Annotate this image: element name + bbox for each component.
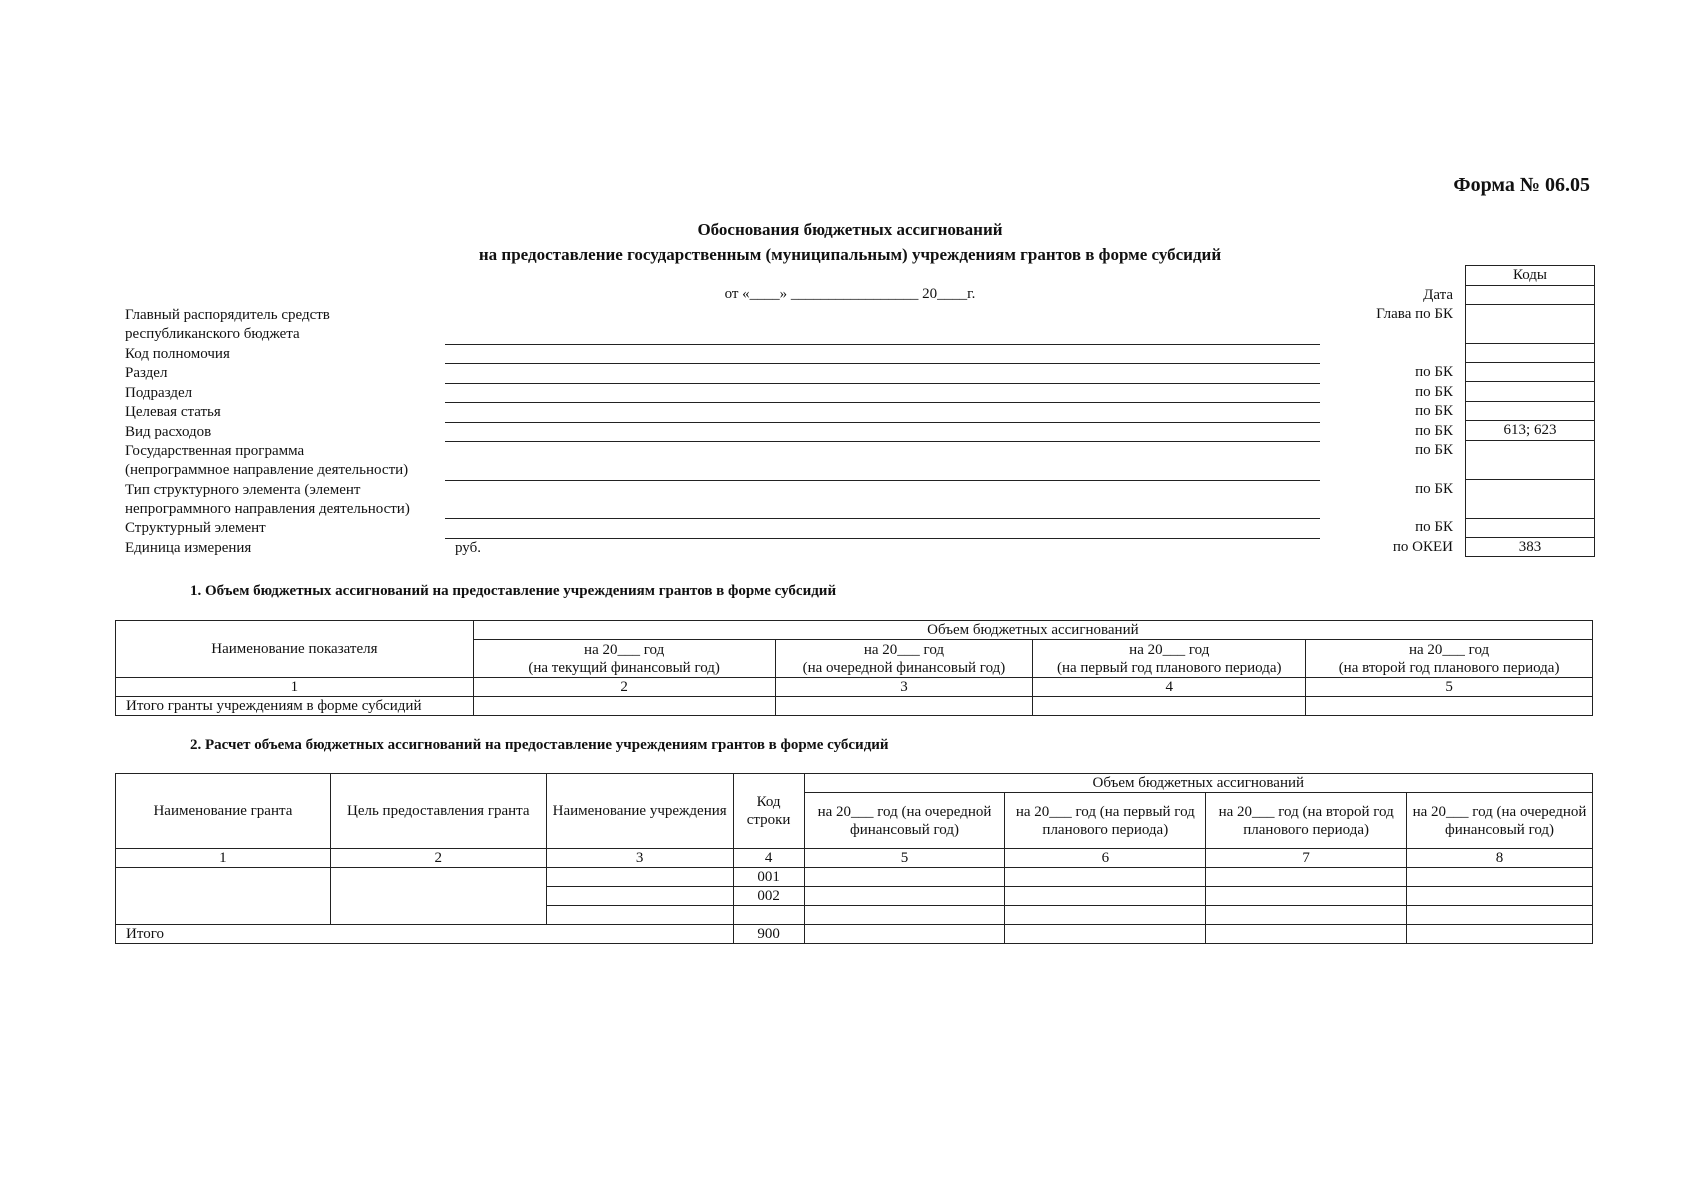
s2-total-code: 900 <box>733 925 804 944</box>
s2-total-row <box>116 925 1593 944</box>
s1-num-4: 4 <box>1033 678 1306 697</box>
s2-institution-cell[interactable] <box>546 868 733 887</box>
s2-value-cell[interactable] <box>1407 887 1593 906</box>
date-code-label: Дата <box>1423 287 1453 303</box>
s2-period-1: на 20___ год (на очередной финансовый год) <box>804 793 1005 849</box>
code-label-okei: по ОКЕИ <box>1392 539 1453 555</box>
s1-total-cell-4[interactable] <box>1306 697 1593 716</box>
s2-row-code: 002 <box>733 887 804 906</box>
field-label-subsection: Подраздел <box>125 385 193 401</box>
s2-value-cell[interactable] <box>1005 887 1206 906</box>
s2-num-1: 1 <box>116 849 331 868</box>
code-cell-chapter[interactable] <box>1466 305 1595 344</box>
s2-col-institution: Наименование учреждения <box>546 774 733 849</box>
code-cell-date[interactable] <box>1466 286 1595 305</box>
s1-total-cell-1[interactable] <box>473 697 775 716</box>
s1-period-2: на 20___ год (на очередной финансовый год) <box>775 640 1033 678</box>
code-cell-subsection[interactable] <box>1466 382 1595 402</box>
code-cell-expense-type[interactable]: 613; 623 <box>1466 421 1595 441</box>
s2-col-grant: Наименование гранта <box>116 774 331 849</box>
s1-num-5: 5 <box>1306 678 1593 697</box>
table-row <box>116 868 1593 887</box>
s2-col-code: Код строки <box>733 774 804 849</box>
s2-period-3: на 20___ год (на второй год планового периода) <box>1206 793 1407 849</box>
field-line-expense-type[interactable] <box>445 441 1320 442</box>
code-cell-structural-element[interactable] <box>1466 519 1595 538</box>
s2-group-header: Объем бюджетных ассигнований <box>804 774 1592 793</box>
s1-num-1: 1 <box>116 678 474 697</box>
s2-total-label: Итого <box>116 925 734 944</box>
document-subtitle: на предоставление государственным (муниципальным) учреждениям грантов в форме субсидий <box>478 245 1222 264</box>
field-label-authority-code: Код полномочия <box>125 346 230 362</box>
s2-number-row <box>116 849 1593 868</box>
document-date-line: от «____» _________________ 20____г. <box>724 286 976 302</box>
code-label-section: по БК <box>1415 364 1453 380</box>
code-cell-state-program[interactable] <box>1466 441 1595 480</box>
code-cell-okei[interactable]: 383 <box>1466 538 1595 557</box>
codes-table <box>1465 265 1595 557</box>
s2-total-cell[interactable] <box>1206 925 1407 944</box>
s2-num-6: 6 <box>1005 849 1206 868</box>
code-label-structural-element: по БК <box>1415 519 1453 535</box>
code-label-expense-type: по БК <box>1415 423 1453 439</box>
s2-value-cell[interactable] <box>1407 868 1593 887</box>
s1-num-2: 2 <box>473 678 775 697</box>
s1-col-indicator: Наименование показателя <box>116 621 474 678</box>
code-cell-authority[interactable] <box>1466 344 1595 363</box>
s2-period-4: на 20___ год (на очередной финансовый год) <box>1407 793 1593 849</box>
s2-row-code <box>733 906 804 925</box>
code-label-chapter: Глава по БК <box>1376 306 1453 322</box>
field-label-structural-element: Структурный элемент <box>125 520 266 536</box>
s2-value-cell[interactable] <box>1005 906 1206 925</box>
field-value-unit: руб. <box>455 540 481 556</box>
s2-institution-cell[interactable] <box>546 887 733 906</box>
s1-number-row <box>116 678 1593 697</box>
s1-total-cell-3[interactable] <box>1033 697 1306 716</box>
field-line-subsection[interactable] <box>445 402 1320 403</box>
code-cell-section[interactable] <box>1466 363 1595 382</box>
s2-value-cell[interactable] <box>804 906 1005 925</box>
field-label-target-article: Целевая статья <box>125 404 221 420</box>
field-label-section: Раздел <box>125 365 168 381</box>
s2-total-cell[interactable] <box>1005 925 1206 944</box>
code-label-state-program: по БК <box>1415 442 1453 458</box>
section1-title: 1. Объем бюджетных ассигнований на предоставление учреждениям грантов в форме субсидий <box>190 583 837 599</box>
s2-value-cell[interactable] <box>1005 868 1206 887</box>
code-cell-target-article[interactable] <box>1466 402 1595 421</box>
s2-row-code: 001 <box>733 868 804 887</box>
field-label-unit: Единица измерения <box>125 540 252 556</box>
s2-total-cell[interactable] <box>804 925 1005 944</box>
s1-group-header: Объем бюджетных ассигнований <box>473 621 1592 640</box>
field-line-state-program[interactable] <box>445 480 1320 481</box>
s2-period-2: на 20___ год (на первый год планового периода) <box>1005 793 1206 849</box>
field-line-target-article[interactable] <box>445 422 1320 423</box>
field-label-expense-type: Вид расходов <box>125 424 212 440</box>
field-line-structural-element-type[interactable] <box>445 518 1320 519</box>
code-label-target-article: по БК <box>1415 403 1453 419</box>
s2-value-cell[interactable] <box>1206 906 1407 925</box>
s2-num-5: 5 <box>804 849 1005 868</box>
section2-title: 2. Расчет объема бюджетных ассигнований на предоставление учреждениям грантов в форме субсидий <box>190 737 889 753</box>
field-label-state-program: Государственная программа (непрограммное направление деятельности) <box>125 443 409 478</box>
s2-num-4: 4 <box>733 849 804 868</box>
code-label-subsection: по БК <box>1415 384 1453 400</box>
field-label-structural-element-type: Тип структурного элемента (элемент непрограммного направления деятельности) <box>125 482 410 517</box>
s1-total-cell-2[interactable] <box>775 697 1033 716</box>
section2-table <box>115 773 1593 944</box>
s1-total-label: Итого гранты учреждениям в форме субсидий <box>116 697 474 716</box>
s1-period-3: на 20___ год (на первый год планового периода) <box>1033 640 1306 678</box>
field-label-main-manager: Главный распорядитель средств республиканского бюджета <box>125 307 330 342</box>
codes-header: Коды <box>1466 266 1595 286</box>
s2-num-7: 7 <box>1206 849 1407 868</box>
s2-value-cell[interactable] <box>1206 887 1407 906</box>
code-label-structural-element-type: по БК <box>1415 481 1453 497</box>
section1-table <box>115 620 1593 716</box>
s2-value-cell[interactable] <box>1407 906 1593 925</box>
s2-value-cell[interactable] <box>804 887 1005 906</box>
s2-num-2: 2 <box>330 849 546 868</box>
s2-num-8: 8 <box>1407 849 1593 868</box>
s2-total-cell[interactable] <box>1407 925 1593 944</box>
s2-institution-cell[interactable] <box>546 906 733 925</box>
s1-period-1: на 20___ год (на текущий финансовый год) <box>473 640 775 678</box>
s2-value-cell[interactable] <box>1206 868 1407 887</box>
form-number: Форма № 06.05 <box>1453 174 1590 196</box>
s2-num-3: 3 <box>546 849 733 868</box>
s1-num-3: 3 <box>775 678 1033 697</box>
s2-purpose-cell[interactable] <box>330 868 546 925</box>
s1-total-row <box>116 697 1593 716</box>
s2-grant-cell[interactable] <box>116 868 331 925</box>
s1-period-4: на 20___ год (на второй год планового периода) <box>1306 640 1593 678</box>
s2-col-purpose: Цель предоставления гранта <box>330 774 546 849</box>
field-line-section[interactable] <box>445 383 1320 384</box>
s2-value-cell[interactable] <box>804 868 1005 887</box>
code-cell-structural-element-type[interactable] <box>1466 480 1595 519</box>
field-line-main-manager[interactable] <box>445 344 1320 345</box>
document-title: Обоснования бюджетных ассигнований <box>697 220 1003 239</box>
field-line-authority-code[interactable] <box>445 363 1320 364</box>
field-line-structural-element[interactable] <box>445 538 1320 539</box>
